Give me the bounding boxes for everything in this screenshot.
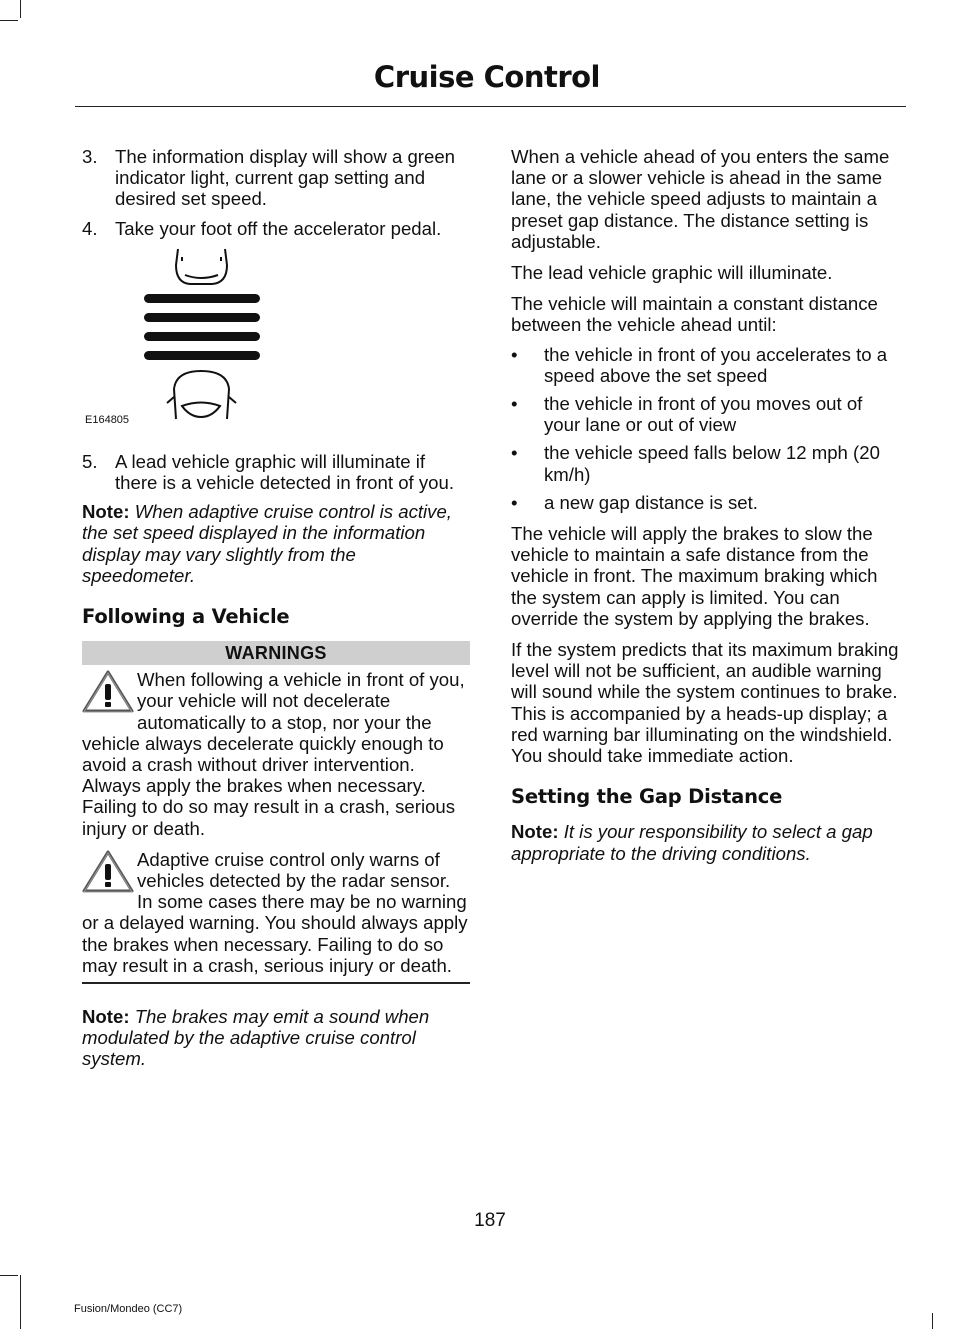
crop-mark	[20, 0, 21, 18]
section-heading: Setting the Gap Distance	[511, 785, 783, 809]
bullet-text: the vehicle in front of you moves out of your lane or out of view	[544, 393, 863, 436]
note-label: Note:	[82, 501, 130, 523]
warning-item	[82, 849, 470, 984]
bullet-text: the vehicle in front of you accelerates to a speed above the set speed	[544, 343, 888, 386]
step-number: 4.	[82, 217, 98, 239]
bullet-symbol: •	[511, 491, 518, 513]
bullet-item	[511, 492, 903, 513]
paragraph: If the system predicts that its maximum braking level will not be sufficient, an audible warning will sound while the system continues to brake. This is accompanied by a heads-up display; a red warning bar illuminating on the windshield. You should take immediate action.	[511, 639, 899, 767]
crop-mark	[0, 1275, 18, 1276]
warning-text: Adaptive cruise control only warns of vehicles detected by the radar sensor. In some cases there may be no warning or a delayed warning. You should always apply the brakes when necessary. Failing to do so may result in a crash, serious injury or death.	[82, 848, 468, 976]
warning-triangle-icon	[82, 849, 134, 893]
page-title: Cruise Control	[373, 60, 600, 94]
bullet-symbol: •	[511, 393, 518, 415]
step-item	[82, 146, 470, 210]
crop-mark	[20, 1275, 21, 1329]
note-text: When adaptive cruise control is active, the set speed displayed in the information display may vary slightly from the speedometer.	[82, 501, 452, 586]
bullet-symbol: •	[511, 343, 518, 365]
lead-vehicle-icon	[176, 249, 227, 284]
note	[82, 1006, 470, 1070]
figure-code: E164805	[85, 413, 130, 426]
left-column	[82, 146, 470, 1080]
right-column	[511, 146, 903, 874]
warning-triangle-icon	[82, 669, 134, 713]
paragraph: The lead vehicle graphic will illuminate.	[511, 262, 833, 284]
paragraph: When a vehicle ahead of you enters the same lane or a slower vehicle is ahead in the same lane, the vehicle speed adjusts to maintain a preset gap distance. The distance setting is adjustable.	[511, 146, 890, 252]
warning-item	[82, 669, 470, 839]
bullet-symbol: •	[511, 442, 518, 464]
step-text: A lead vehicle graphic will illuminate if there is a vehicle detected in front of you.	[115, 450, 455, 494]
page-number: 187	[474, 1210, 506, 1231]
note-label: Note:	[511, 821, 559, 843]
step-text: The information display will show a green indicator light, current gap setting and desired set speed.	[115, 146, 456, 210]
note	[511, 821, 903, 863]
bullet-item	[511, 393, 903, 435]
warnings-header: WARNINGS	[82, 641, 470, 665]
note-text: The brakes may emit a sound when modulated by the adaptive cruise control system.	[82, 1006, 430, 1070]
bullet-item	[511, 344, 903, 386]
gap-display-illustration	[82, 247, 470, 437]
crop-mark	[932, 1313, 933, 1329]
step-text: Take your foot off the accelerator pedal.	[115, 217, 442, 239]
note	[82, 501, 470, 586]
footer-model: Fusion/Mondeo (CC7)	[74, 1303, 183, 1315]
gap-setting-figure	[82, 247, 470, 437]
step-item	[82, 218, 470, 239]
section-heading: Following a Vehicle	[82, 605, 290, 629]
bullet-text: a new gap distance is set.	[544, 491, 758, 513]
step-number: 3.	[82, 146, 98, 167]
step-item	[82, 451, 470, 493]
own-vehicle-icon	[167, 371, 236, 419]
step-number: 5.	[82, 450, 98, 472]
warning-text: When following a vehicle in front of you, your vehicle will not decelerate automatically to a stop, nor your the vehicle always decelerate quickly enough to avoid a crash without driver intervention. Always apply the brakes when necessary. Failing to do so may result in a crash, serious injury or death.	[82, 669, 465, 839]
note-label: Note:	[82, 1006, 130, 1028]
bullet-item	[511, 442, 903, 484]
note-text: It is your responsibility to select a gap appropriate to the driving conditions.	[511, 821, 873, 864]
header-rule	[75, 106, 906, 107]
crop-mark	[0, 20, 18, 21]
paragraph: The vehicle will maintain a constant distance between the vehicle ahead until:	[511, 293, 878, 336]
gap-bars-icon	[144, 294, 260, 360]
bullet-text: the vehicle speed falls below 12 mph (20 km/h)	[544, 442, 880, 485]
paragraph: The vehicle will apply the brakes to slow the vehicle to maintain a safe distance from the vehicle in front. The maximum braking which the system can apply is limited. You can override the system by applying the brakes.	[511, 523, 878, 629]
